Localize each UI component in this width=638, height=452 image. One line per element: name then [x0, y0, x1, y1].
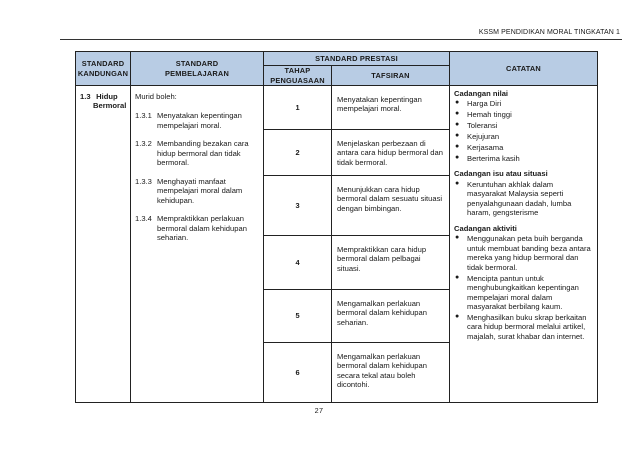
pembelajaran-item [135, 177, 259, 205]
list-item: ● Harga Diri [455, 99, 502, 109]
header-standard-pembelajaran: STANDARD PEMBELAJARAN [131, 52, 264, 86]
pembelajaran-intro: Murid boleh: [135, 92, 177, 101]
pembelajaran-item-number: 1.3.2 [135, 139, 152, 149]
list-item: ● Menghasilkan buku skrap berkaitan cara hidup bermoral melalui artikel, majalah, surat khabar dan internet. [455, 312, 587, 341]
catatan-cell [450, 86, 598, 403]
nilai-list [454, 99, 593, 163]
header-catatan: CATATAN [450, 52, 598, 86]
standard-kandungan-cell [76, 86, 131, 403]
tafsiran-cell: Menyatakan kepentingan mempelajari moral. [332, 86, 450, 130]
pembelajaran-item-text: Membanding bezakan cara hidup bermoral dan tidak bermoral. [157, 139, 249, 168]
pembelajaran-item [135, 111, 259, 130]
bullet-icon: ● [455, 99, 460, 107]
pembelajaran-item-number: 1.3.4 [135, 214, 152, 224]
pembelajaran-item-number: 1.3.3 [135, 176, 152, 186]
tahap-cell: 2 [264, 130, 332, 176]
bullet-icon: ● [455, 121, 460, 129]
tahap-cell: 3 [264, 176, 332, 236]
list-item: ● Toleransi [455, 121, 498, 131]
pembelajaran-item-text: Menyatakan kepentingan mempelajari moral. [157, 111, 242, 130]
page-number: 27 [314, 406, 324, 415]
tahap-cell: 4 [264, 236, 332, 290]
list-item: ● Kejujuran [455, 132, 500, 142]
pembelajaran-item-number: 1.3.1 [135, 111, 152, 121]
pembelajaran-item [135, 139, 259, 167]
tafsiran-cell: Menunjukkan cara hidup bermoral dalam sesuatu situasi dengan bimbingan. [332, 176, 450, 236]
header-standard-prestasi: STANDARD PRESTASI [264, 52, 450, 66]
tahap-cell: 6 [264, 343, 332, 403]
header-standard-kandungan: STANDARD KANDUNGAN [76, 52, 131, 86]
isu-heading: Cadangan isu atau situasi [454, 169, 548, 179]
aktiviti-heading: Cadangan aktiviti [454, 223, 517, 233]
tafsiran-cell: Mempraktikkan cara hidup bermoral dalam pelbagai situasi. [332, 236, 450, 290]
list-item: ● Mencipta pantun untuk menghubungkaitkan kepentingan mempelajari moral dalam masyarakat berbilang kaum. [455, 273, 579, 312]
pembelajaran-item [135, 214, 259, 242]
running-header: KSSM PENDIDIKAN MORAL TINGKATAN 1 [478, 29, 620, 36]
bullet-icon: ● [455, 153, 460, 161]
list-item: ● Keruntuhan akhlak dalam masyarakat Malaysia seperti penyalahgunaan dadah, lumba haram, gengsterisme [455, 179, 572, 218]
list-item: ● Kerjasama [455, 142, 504, 152]
tahap-cell: 1 [264, 86, 332, 130]
pembelajaran-item-text: Menghayati manfaat mempelajari moral dalam kehidupan. [157, 176, 243, 205]
bullet-icon: ● [455, 273, 460, 281]
header-tahap-penguasaan: TAHAP PENGUASAAN [264, 66, 332, 86]
list-item: ● Menggunakan peta buih berganda untuk membuat banding beza antara mereka yang hidup bermoral dan tidak bermoral. [455, 234, 591, 272]
bullet-icon: ● [455, 234, 460, 242]
standard-title-line2: Bermoral [93, 101, 127, 111]
header-tafsiran: TAFSIRAN [332, 66, 450, 86]
standard-title: Hidup [96, 92, 118, 101]
standard-code: 1.3 [80, 92, 91, 101]
tafsiran-cell: Menjelaskan perbezaan di antara cara hidup bermoral dan tidak bermoral. [332, 130, 450, 176]
bullet-icon: ● [455, 312, 460, 320]
bullet-icon: ● [455, 132, 460, 140]
bullet-icon: ● [455, 179, 460, 187]
header-rule [60, 39, 622, 40]
tafsiran-cell: Mengamalkan perlakuan bermoral dalam kehidupan secara tekal atau boleh dicontohi. [332, 343, 450, 403]
list-item: ● Berterima kasih [455, 153, 520, 163]
bullet-icon: ● [455, 110, 460, 118]
pembelajaran-item-text: Mempraktikkan perlakuan bermoral dalam kehidupan seharian. [157, 214, 247, 243]
tafsiran-cell: Mengamalkan perlakuan bermoral dalam kehidupan seharian. [332, 290, 450, 343]
tahap-cell: 5 [264, 290, 332, 343]
syllabus-table [75, 51, 598, 403]
isu-list [454, 180, 593, 218]
bullet-icon: ● [455, 142, 460, 150]
nilai-heading: Cadangan nilai [454, 89, 509, 98]
standard-pembelajaran-cell [131, 86, 264, 403]
list-item: ● Hemah tinggi [455, 110, 512, 120]
aktiviti-list [454, 234, 593, 341]
